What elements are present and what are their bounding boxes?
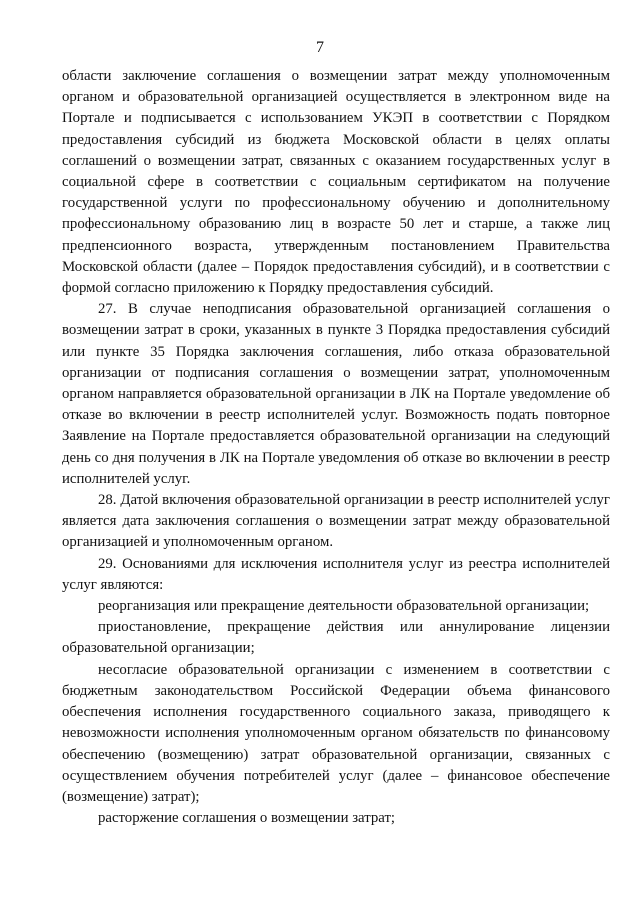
document-body	[62, 66, 610, 829]
list-item-termination: расторжение соглашения о возмещении затрат;	[98, 810, 396, 827]
paragraph-continuation: области заключение соглашения о возмещении затрат между уполномоченным органом и образовательной организацией осуществляется в электронном виде на Портале и подписывается с использованием УКЭП в соответствии с Порядком предоставления субсидий из бюджета Московской области в целях оплаты соглашений о возмещении затрат, связанных с оказанием государственных услуг в социальной сфере в соответствии с социальным сертификатом на получение государственной услуги по профессиональному обучению и дополнительному профессиональному образованию лиц в возрасте 50 лет и старше, а также лиц предпенсионного возраста, утвержденным постановлением Правительства Московской области (далее – Порядок предоставления субсидий), и в соответствии с формой согласно приложению к Порядку предоставления субсидий.	[62, 68, 610, 297]
paragraph-29: 29. Основаниями для исключения исполнителя услуг из реестра исполнителей услуг являются:	[62, 555, 610, 593]
page-number: 7	[316, 39, 324, 56]
list-item-license: приостановление, прекращение действия или аннулирование лицензии образовательной организации;	[62, 619, 610, 657]
list-item-reorganization: реорганизация или прекращение деятельности образовательной организации;	[98, 598, 590, 615]
list-item-disagreement: несогласие образовательной организации с изменением в соответствии с бюджетным законодательством Российской Федерации объема финансового обеспечения исполнения государственного социального заказа, приводящего к невозможности исполнения уполномоченным органом обязательств по финансовому обеспечению (возмещению) затрат образовательной организации, связанных с осуществлением обучения потребителей услуг (далее – финансовое обеспечение (возмещение) затрат);	[62, 661, 610, 805]
paragraph-27: 27. В случае неподписания образовательной организацией соглашения о возмещении затрат в сроки, указанных в пункте 3 Порядка предоставления субсидий или пункте 35 Порядка заключения соглашения, либо отказа образовательной организации от подписания соглашения о возмещении затрат, уполномоченным органом направляется образовательной организации в ЛК на Портале уведомление об отказе во включении в реестр исполнителей услуг. Возможность подать повторное Заявление на Портале предоставляется образовательной организации на следующий день со дня получения в ЛК на Портале уведомления об отказе во включении в реестр исполнителей услуг.	[62, 301, 610, 487]
paragraph-28: 28. Датой включения образовательной организации в реестр исполнителей услуг является дата заключения соглашения о возмещении затрат между образовательной организацией и уполномоченным органом.	[62, 492, 610, 551]
